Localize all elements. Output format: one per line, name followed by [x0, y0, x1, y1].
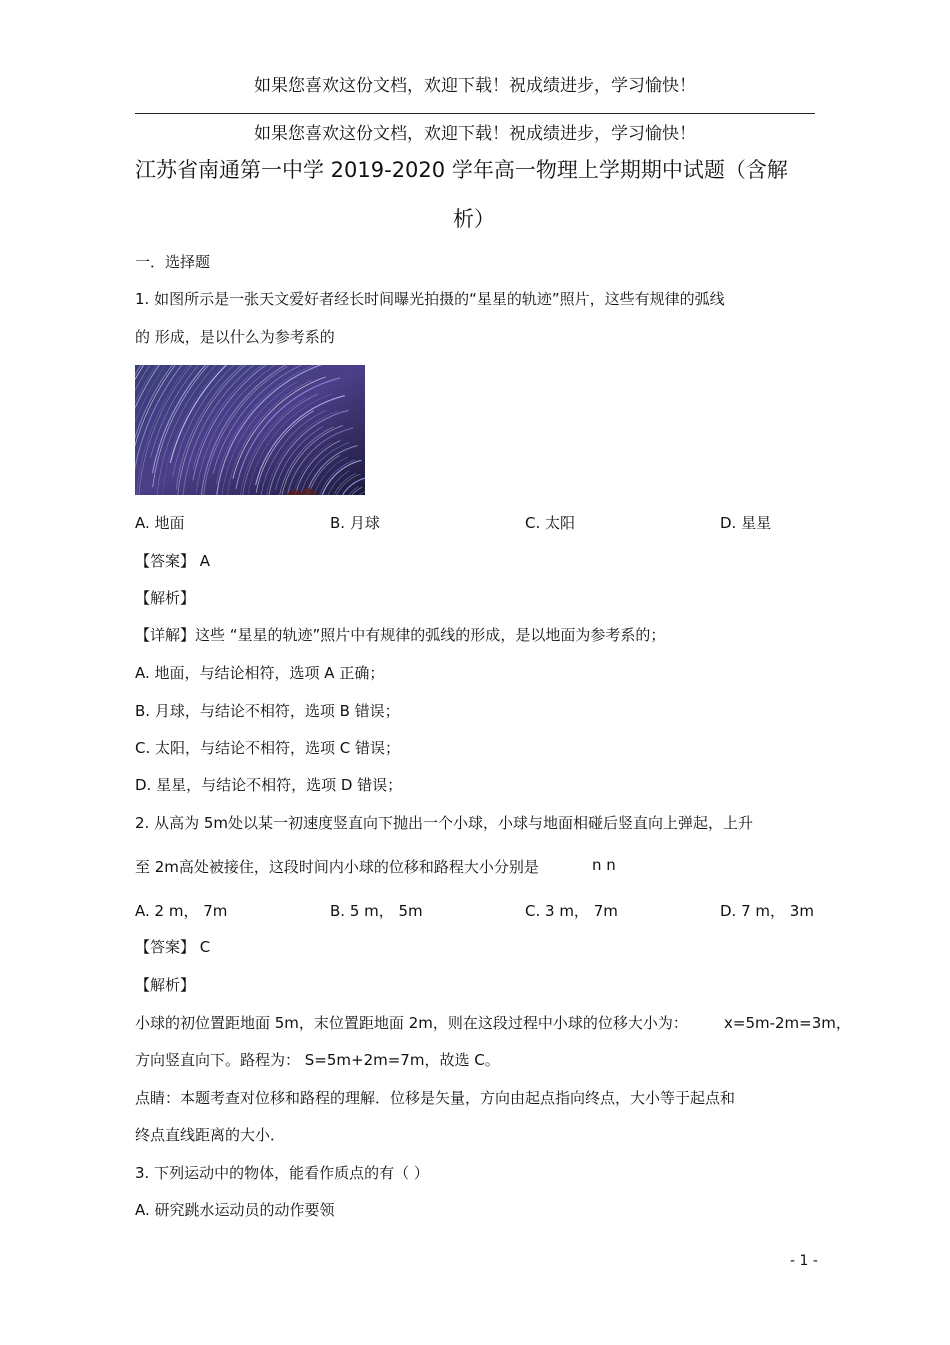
q3-option-a: A. 研究跳水运动员的动作要领 — [135, 1201, 335, 1219]
q2-explain-line-1: 小球的初位置距地面 5m，末位置距地面 2m，则在这段过程中小球的位移大小为： — [135, 1014, 688, 1032]
q1-analysis-label: 【解析】 — [135, 589, 196, 607]
page-title-line-1: 江苏省南通第一中学 2019-2020 学年高一物理上学期期中试题（含解 — [135, 158, 788, 182]
header-line-1: 如果您喜欢这份文档，欢迎下载！祝成绩进步，学习愉快！ — [254, 76, 696, 96]
page-title-line-2: 析） — [453, 207, 495, 231]
q2-option-c: C. 3 m， 7m — [525, 902, 618, 920]
q2-stem-line-1: 2. 从高为 5m处以某一初速度竖直向下抛出一个小球，小球与地面相碰后竖直向上弹起，上升 — [135, 814, 754, 832]
q1-explain-a: A. 地面，与结论相符，选项 A 正确； — [135, 664, 385, 682]
q1-explain-c: C. 太阳，与结论不相符，选项 C 错误； — [135, 739, 401, 757]
q3-stem: 3. 下列运动中的物体，能看作质点的有（ ） — [135, 1164, 429, 1182]
q1-stem-line-2: 的 形成，是以什么为参考系的 — [135, 328, 335, 346]
q2-option-d: D. 7 m， 3m — [720, 902, 814, 920]
q1-explain-b: B. 月球，与结论不相符，选项 B 错误； — [135, 702, 400, 720]
page-number: - 1 - — [790, 1253, 818, 1269]
q2-option-b: B. 5 m， 5m — [330, 902, 423, 920]
q2-stem-line-2: 至 2m高处被接住，这段时间内小球的位移和路程大小分别是 — [135, 858, 539, 876]
q1-option-b: B. 月球 — [330, 514, 380, 532]
q1-option-c: C. 太阳 — [525, 514, 576, 532]
q2-point-line-1: 点睛：本题考查对位移和路程的理解．位移是矢量，方向由起点指向终点，大小等于起点和 — [135, 1089, 736, 1107]
q1-stem-line-1: 1. 如图所示是一张天文爱好者经长时间曝光拍摄的“星星的轨迹”照片，这些有规律的弧线 — [135, 290, 725, 308]
star-trail-photo — [135, 365, 365, 495]
q1-option-d: D. 星星 — [720, 514, 772, 532]
q1-detail: 【详解】这些 “星星的轨迹”照片中有规律的弧线的形成，是以地面为参考系的； — [135, 626, 666, 644]
q2-analysis-label: 【解析】 — [135, 976, 196, 994]
q2-answer: 【答案】 C — [135, 938, 211, 956]
q2-stem-tail: n n — [592, 856, 616, 874]
q2-explain-line-2: 方向竖直向下。路程为： S=5m+2m=7m，故选 C。 — [135, 1051, 500, 1069]
header-line-2: 如果您喜欢这份文档，欢迎下载！祝成绩进步，学习愉快！ — [254, 124, 696, 144]
q2-option-a: A. 2 m， 7m — [135, 902, 228, 920]
q1-option-a: A. 地面 — [135, 514, 185, 532]
q2-point-line-2: 终点直线距离的大小． — [135, 1126, 286, 1144]
header-divider — [135, 113, 815, 114]
section-heading: 一．选择题 — [135, 253, 211, 271]
q1-answer: 【答案】 A — [135, 552, 211, 570]
q2-explain-line-1-formula: x=5m-2m=3m， — [724, 1014, 851, 1032]
q1-explain-d: D. 星星，与结论不相符，选项 D 错误； — [135, 776, 403, 794]
